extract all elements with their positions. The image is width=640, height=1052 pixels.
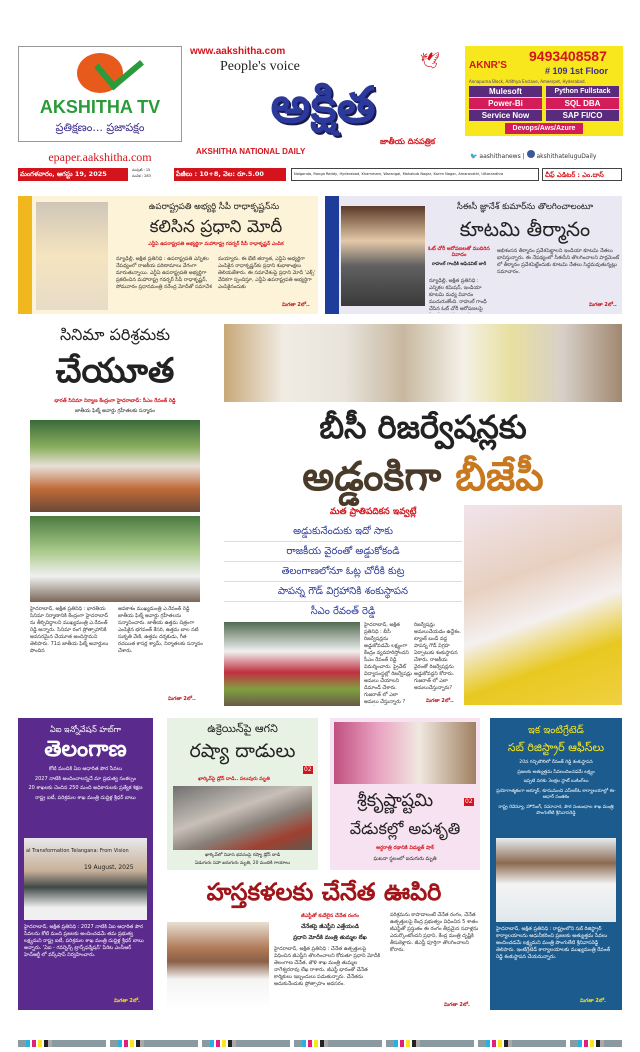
photo-banner-text: al Transformation Telangana: From Vision [26,848,129,854]
story-ai [18,718,153,1010]
bc-tagline: మత ప్రాతిపదికన ఇవ్వట్లే [330,507,417,517]
photo-banner-date: 19 August, 2025 [84,864,134,871]
registrar-point: ప్రజలకు అత్యుత్తమ సేవలందించడమే లక్ష్యం [517,769,595,775]
ponguleti-photo [496,838,616,922]
ai-point: కోటి మందికి ఏఐ ఆధారిత పౌర సేవలు [48,766,123,772]
cinema-body-col1: హైదరాబాద్, అక్షిత ప్రతినిధి : భారతీయ సినిమా నిర్మాణానికి కేంద్రంగా హైదరాబాద్ ను తీర్చిదిద్దాలని ముఖ్యమంత్రి ఎ.రేవంత్ రెడ్డి అన్నారు. సినిమా రంగ ప్రోత్సాహానికి అవసరమైన చేయూత అందిస్తామని తెలిపారు. 71వ జాతీయ ఫిల్మ్ అవార్డులు పొందిన [30,606,109,654]
bc-headline-2a: అడ్డంకిగా [302,454,456,500]
ad-course: Mulesoft [469,86,542,97]
facebook-icon[interactable] [527,150,535,158]
russia-headline: రష్యా దాడులు [189,740,296,762]
story-krishnashtami [330,718,480,870]
ad-address2: Annapurna Block, Adithya Enclave, Ameerpet, Hyderabad. [469,79,586,84]
chief-editor: చీఫ్ ఎడిటర్ : ఎం.దాస్ [542,168,622,181]
story-registrar [490,718,622,1010]
date-bar [18,168,622,181]
ad-box [465,46,623,136]
bc-body-col2: రిజర్వేషన్లు అమలుచేయడం ఉద్దేశం. ట్యాంక్ బండ్ వద్ద పాపన్న గౌడ్ విగ్రహ ఏర్పాటుకు శంకుస్థాపన చేశారు. రాజకీయ వైరంతో రిజర్వేషన్లను అడ్డుకోవద్దని కోరారు. గుజరాత్ లో ఎలా అమలుచేస్తున్నారు? [414,622,461,691]
bc-body-col1: హైదరాబాద్, అక్షిత ప్రతినిధి : బీసీ రిజర్వేషన్లను అడ్డుకోవడమే లక్ష్యంగా కేంద్రం వ్యవహరిస్తోందని సీఎం రేవంత్ రెడ్డి విమర్శించారు. ప్రైవేట్ విద్యాసంస్థల్లో రిజర్వేషన్లు అమలు చేయాలని డిమాండ్ చేశారు. గుజరాత్ లో ఎలా అమలు చేస్తున్నారు ? [364,622,412,705]
registrar-point: రాష్ట్ర రెవెన్యూ, హౌసింగ్, సమాచార, పౌర సంబంధాల శాఖ మంత్రి పొంగులేటి శ్రీనివాసరెడ్డి [498,804,614,816]
tummala-photo [167,922,269,1010]
social-links: 🐦 aashithanews | akshithateluguDaily [470,150,596,160]
color-registration-bar [18,1040,622,1047]
kootami-body-col1: న్యూఢిల్లీ, అక్షిత ప్రతినిధి : ఎన్నికల కమిషన్, ఇండియా కూటమి మధ్య వివాదం ముదురుతోంది. రాహుల్ గాంధీ చేసిన ఓట్ చోరీ ఆరోపణలపై [429,278,487,312]
registrar-kicker: ఇక ఇంటిగ్రేటెడ్ [528,725,584,736]
kootami-sub2: రాహుల్ గాంధీకి అఫిడవిట్ జారీ [431,262,487,267]
ai-body: హైదరాబాద్, అక్షిత ప్రతినిధి : 2027 నాటికి ఏఐ ఆధారిత పౌర సేవలను కోటి మంది ప్రజలకు అందించడమే తమ ప్రభుత్వ లక్ష్యమని రాష్ట్ర ఐటీ, పరిశ్రమల శాఖ మంత్రి దుద్దిళ్ల శ్రీధర్ బాబు అన్నారు. 'ఏఐ - గవర్నెన్స్ ట్రాన్స్‌ఫర్మేషన్' పేరిట ఎంసీఆర్ హెచ్ఆర్డీ లో వర్క్‌షాప్ నిర్వహించారు. [24,924,144,958]
bc-point: పాపన్న గౌడ్ విగ్రహానికి శంకుస్థాపన [224,582,462,602]
krishna-caption: ఘటనా స్థలంలో ఐదుగురు మృతి [373,856,437,862]
ad-course: SQL DBA [546,98,619,109]
masthead: అక్షిత [270,76,376,134]
ad-course: Devops/Aws/Azure [505,123,583,134]
cec-photo [341,206,425,306]
bc-point: సీఎం రేవంత్ రెడ్డి [310,606,376,617]
kootami-body-col2: అభిశంసన తీర్మానం ప్రవేశపెట్టాలని ఇండియా కూటమి నేతలు భావిస్తున్నారు. ఈ నేపథ్యంలో సీఈసీని తొలగించాలని పార్లమెంట్ లో తీర్మానం ప్రవేశపెట్టేందుకు కూటమి నేతలు సిద్ధమవుతున్నట్లు సమాచారం. [497,248,620,275]
handloom-sub1: జీఎస్టీతో కుదేలైన చేనేత రంగం [301,913,359,919]
story-modi [18,196,318,314]
russia-page-ref[interactable]: 02 [304,766,312,773]
ad-brand: AKNR'S [469,60,507,71]
bird-icon: 🕊 [420,51,441,70]
ad-address1: # 109 1st Floor [545,66,609,76]
issue-number: సంచిక : 283 [132,174,151,178]
ai-point: రాష్ట్ర ఐటీ, పరిశ్రమల శాఖ మంత్రి దుద్దిళ్ల శ్రీధర్ బాబు [35,794,136,801]
krishna-headline-1: శ్రీకృష్ణాష్టమి [356,790,434,811]
twitter-handle[interactable]: aashithanews [479,153,521,160]
revanth-photo [464,505,622,705]
cinema-sub: భారత్ సినిమా నిర్మాణ కేంద్రంగా హైదరాబాద్: సీఎం రేవంత్ రెడ్డి [54,398,176,404]
cinema-sub2: జాతీయ ఫిల్మ్ అవార్డు గ్రహీతలకు సన్మానం [75,408,155,414]
krishna-sub: అర్ధరాత్రి రథానికి విద్యుత్ షాక్ [376,845,434,851]
ai-headline: తెలంగాణ [44,737,127,762]
twitter-icon[interactable]: 🐦 [470,153,478,160]
tv-name: AKSHITHA TV [39,97,161,117]
cinema-more-link[interactable]: మిగతా 2లో.. [168,696,196,702]
bc-point: రాజకీయ వైరంతో అడ్డుకోకండి [224,542,462,562]
handloom-body-col2: పరిశ్రమను కాపాడాలంటే చేనేత రంగం, చేనేత ఉత్పత్తులపై కేంద్ర ప్రభుత్వం విధించిన 5 శాతం జీఎస్టీతో ప్రస్తుతం ఈ రంగం తీవ్రమైన సవాళ్లను ఎదుర్కొంటోందని ప్రధాని, కేంద్ర మంత్రి దృష్టికి తీసుకెళ్లారు. జీఎస్టీ పూర్తిగా తొలగించాలని కోరారు. [390,912,479,953]
kootami-more-link[interactable]: మిగతా 2లో.. [589,302,617,308]
cinema-headline: చేయూత [55,351,175,391]
kharkiv-photo [173,786,312,850]
registrar-body: హైదరాబాద్, అక్షిత ప్రతినిధి : రాష్ట్రంలోని సబ్ రిజిస్ట్రార్ కార్యాలయాలను ఆధునీకరించి ప్రజలకు అత్యుత్తమ సేవలు అందించడమే లక్ష్యమని మంత్రి పొంగులేటి శ్రీనివాసరెడ్డి తెలిపారు. ఇంటిగ్రేటెడ్ కార్యాలయాలకు ముఖ్యమంత్రి రేవంత్ రెడ్డి శంకుస్థాపన చేయనున్నారు. [496,926,611,960]
bc-event-photo [224,324,622,402]
cinema-body-col2: అవకాశం ముఖ్యమంత్రి ఎ.రేవంత్ రెడ్డి జాతీయ ఫిల్మ్ అవార్డు గ్రహీతలను సన్మానించారు. జాతీయ ఉత్తమ చిత్రంగా ఎంపికైన భగవంత్ కేసరి, ఉత్తమ బాల నటి సుకృతి వేణి, ఉత్తమ దర్శకుడు, గీత రచయిత కాసర్ల శ్యామ్, నిర్మాతలకు సన్మానం చేశారు. [118,606,203,654]
editions: Nalgonda, Ranga Reddy, Hyderabad, Khammam, Warangal, Mahabub Nagar, Karim Nagar, Amaravathi, Uttarandhra [291,168,539,181]
cinema-photo-2 [30,516,200,602]
registrar-points [494,760,618,818]
modi-body-col2: మయ్యారు. ఈ భేటీ తర్వాత, ఎన్డీఏ అభ్యర్థిగా ఎంపికైన రాధాకృష్ణన్‌కు ప్రధాని శుభాకాంక్షలు తెలియజేశారు. ఈ సమావేశంపై ప్రధాని మోదీ 'ఎక్స్' వేదికగా స్పందిస్తూ, ఎన్డీఏ ఉపరాష్ట్రపతి అభ్యర్థిగా ఎంపికైనందుకు [218,256,316,290]
website-link[interactable]: www.aakshitha.com [190,46,286,57]
krishnashtami-photo [334,722,476,784]
modi-kicker: ఉపరాష్ట్రపతి అభ్యర్థి సీపీ రాధాకృష్ణన్‌ను [148,202,280,212]
ad-course: Power-Bi [469,98,542,109]
registrar-more-link[interactable]: మిగతా 2లో. [580,998,606,1004]
handloom-headline: హస్తకళలకు చేనేత ఊపిరి [206,878,442,906]
krishna-page-ref[interactable]: 02 [465,798,473,805]
facebook-handle[interactable]: akshithateluguDaily [536,153,597,160]
tv-logo-box [18,46,182,142]
bc-points [224,522,462,621]
modi-photo [36,202,108,310]
story-russia [167,718,318,870]
registrar-point: ఇప్పటి వరకు 3లక్షల స్లాట్ బుకింగ్‌లు [523,779,589,784]
bc-point: అడ్డుకునేందుకు ఇదో సాకు [224,522,462,542]
ad-course: Python Fullstack [546,86,619,97]
modi-more-link[interactable]: మిగతా 2లో.. [282,302,310,308]
modi-headline: కలిసిన ప్రధాని మోదీ [149,217,283,237]
ai-kicker: ఏఐ ఇన్నోవేషన్ హబ్‌గా [50,725,121,734]
kootami-headline: కూటమి తీర్మానం [459,217,591,241]
handloom-sub3: ప్రధాని మోదీకి మంత్రి తుమ్మల లేఖ [293,935,367,941]
ad-course: Service Now [469,110,542,121]
national-daily: AKSHITHA NATIONAL DAILY [196,147,306,156]
modi-sub: ఎన్డీఏ ఉపరాష్ట్రపతి అభ్యర్థిగా మహారాష్ట్ర గవర్నర్ సీపీ రాధాకృష్ణన్ ఎంపిక [148,242,284,247]
registrar-headline: సబ్ రిజిస్ట్రార్ ఆఫీస్‌లు [507,741,605,754]
russia-sub: ఖార్కివ్‌పై డ్రోన్ దాడి.. పలువురు మృతి [198,777,270,782]
epaper-link[interactable]: epaper.aakshitha.com [48,150,152,164]
kootami-kicker: సీఈసీ జ్ఞానేశ్ కుమార్‌ను తొలగించాలంటూ [456,202,594,212]
russia-caption1: ఖార్కివ్‌లో నివాస భవనంపై రష్యా డ్రోన్ దాడి [204,853,281,858]
tv-slogan: ప్రతిక్షణం... ప్రజాపక్షం [55,121,145,134]
kootami-sub1: ఓట్ చోరీ ఆరోపణలతో ముదిరిన వివాదం [428,246,490,258]
handloom-more-link[interactable]: మిగతా 2లో. [444,1002,470,1008]
sridhar-babu-photo [24,838,147,920]
ai-point: 2027 నాటికి అందించాలన్నదే మా ప్రభుత్వ సంకల్పం [34,775,137,782]
bc-more-link[interactable]: మిగతా 2లో.. [426,698,454,704]
pages-price: పేజీలు : 10+8, వెల: రూ.5.00 [174,168,286,181]
krishna-headline-2: వేడుకల్లో అపశృతి [349,819,461,838]
registrar-point: ప్రయోగాత్మకంగా ఆర్మూర్, కూసుమంచి ఎస్ఆర్ఓ కార్యాలయాల్లో ఈ- ఆధార్ సంతకం [496,788,616,800]
registrar-point: 20న గచ్చిబౌలిలో రేవంత్ రెడ్డి శంకుస్థాపన [519,760,593,765]
bc-point: తెలంగాణలోనూ ఓట్ల చోరీకి కుట్ర [224,562,462,582]
bc-headline-2 [224,451,622,503]
ai-points [24,766,147,801]
russia-caption2: ఏడుగురు సహా ఐదుగురు మృతి, 20 మందికి గాయాలు [194,861,291,866]
russia-kicker: ఉక్రెయిన్‌పై ఆగని [207,722,278,735]
papanna-ceremony-photo [224,622,360,706]
cinema-photo-1 [30,420,200,512]
ai-more-link[interactable]: మిగతా 2లో. [114,998,140,1004]
modi-body-col1: న్యూఢిల్లీ, అక్షిత ప్రతినిధి : ఉపరాష్ట్రపతి ఎన్నికల నేపథ్యంలో రాజకీయ పరిణామాలు వేగంగా మారుతున్నాయి. ఎన్డీఏ ఉపరాష్ట్రపతి అభ్యర్థిగా ప్రకటించిన మహారాష్ట్ర గవర్నర్ సీపీ రాధాకృష్ణన్, సోమవారం ప్రధానమంత్రి నరేంద్ర మోదీతో సమావేశ [116,256,212,290]
ad-phone: 9493408587 [529,48,607,64]
story-cinema [18,322,212,706]
story-kootami [325,196,622,314]
ad-course: SAP FI/CO [546,110,619,121]
cinema-kicker: సినిమా పరిశ్రమకు [59,325,171,344]
tagline: People's voice [220,59,300,74]
bc-headline-1: బీసీ రిజర్వేషన్లకు [319,408,527,446]
handloom-sub2: చేనేతపై జీఎస్టీని ఎత్తేయండి [301,924,359,930]
daily-telugu: జాతీయ దినపత్రిక [380,137,436,146]
volume: సంపుటి : 15 [132,168,151,172]
ai-point: 20 శాఖలకు చెందిన 250 మంది అధికారులకు ప్రత్యేక శిక్షణ [28,785,143,791]
bc-headline-2b: బీజేపీ [455,454,544,500]
issue-date: మంగళవారం, ఆగస్టు 19, 2025 [18,168,128,181]
handloom-body-col1: హైదరాబాద్, అక్షిత ప్రతినిధి : చేనేత ఉత్పత్తులపై విధించిన జీఎస్టీని తొలగించాలని కోరుతూ ప్రధాని మోదీకి తెలంగాణ చేనేత, జౌళి శాఖ మంత్రి తుమ్మల నాగేశ్వరరావు లేఖ రాశారు. జీఎస్టీ భారంతో చేనేత కార్మికులు ఇబ్బందులు పడుతున్నారు. చేనేతను ఆదుకునేందుకు ప్రోత్సాహం అవసరం. [274,946,381,987]
